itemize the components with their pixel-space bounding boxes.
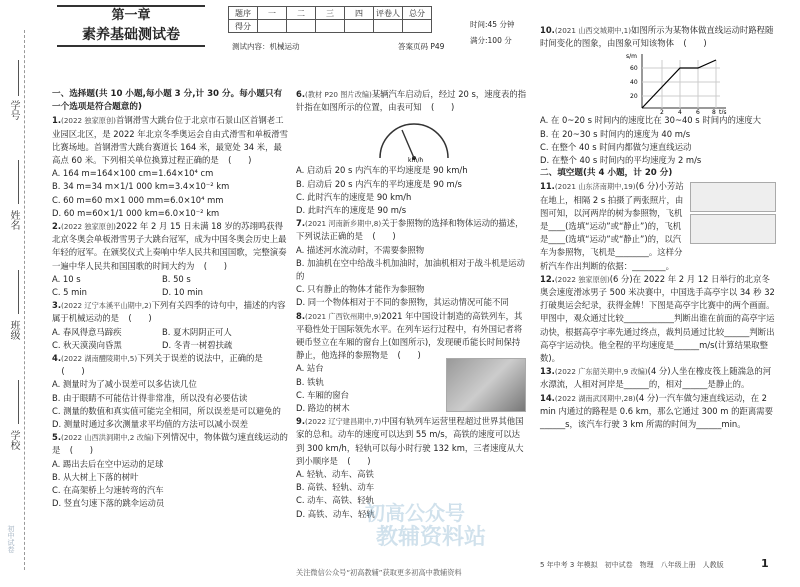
option: C. 只有静止的物体才能作为参照物	[296, 284, 425, 295]
option: A. 在 0~20 s 时间内的速度比在 30~40 s 时间内的速度大	[540, 115, 761, 126]
cut-line	[24, 30, 25, 570]
option: A. 10 s	[52, 273, 81, 284]
option: D. 此时汽车的速度是 90 m/s	[296, 205, 407, 216]
score-cell: 四	[345, 7, 374, 20]
section-heading: 二、填空题(共 4 小题，计 20 分)	[540, 168, 673, 179]
option: C. 在整个 40 s 时间内都做匀速直线运动	[540, 141, 692, 152]
side-label-class: 班级	[8, 320, 19, 340]
question-text: 关于参照物的选择和物体运动的描述，下列说法正确的是	[296, 218, 524, 242]
option: D. 同一个物体相对于不同的参照物，其运动情况可能不同	[296, 297, 509, 308]
option: B. 铁轨	[296, 376, 324, 387]
graph-ytick: 40	[630, 79, 638, 87]
option: B. 在 20~30 s 时间内的速度为 40 m/s	[540, 128, 691, 139]
score-input[interactable]	[403, 20, 432, 33]
option: B. 34 m=34 m×1/1 000 km=3.4×10⁻² km	[52, 181, 230, 192]
option: D. 路边的树木	[296, 403, 350, 414]
score-cell: 三	[316, 7, 345, 20]
score-cell: 评卷人	[374, 7, 403, 20]
option: B. 夏木阴阴正可人	[162, 326, 232, 337]
option: C. 测量的数值和真实值可能完全相同，所以误差是可以避免的	[52, 405, 281, 416]
side-label-school: 学校	[8, 430, 19, 450]
airplane-photo-2	[690, 214, 776, 244]
series-footer: 5 年中考 3 年模拟 初中试卷 物理 八年级上册 人教版	[540, 561, 724, 569]
question-source: (教材 P20 图片改编)	[305, 90, 372, 99]
question-source: (2022 独家原创)	[61, 116, 116, 126]
full-score: 满分:100 分	[470, 36, 512, 45]
side-badge: 初中试卷	[7, 525, 15, 553]
s-t-graph	[540, 50, 776, 114]
question-text: 下列有关四季的诗句中，描述的内容属于机械运动的是	[52, 300, 286, 324]
score-cell: 总分	[403, 7, 432, 20]
question-text: (6 分)小芳站在地上，相隔 2 s 拍摄了两张照片，由图可知，以河两岸的树为参照物，飞机是____(选填“运动”或“静止”)的，飞机是____(选填“运动”或“静止”)的，以汽车为参照物，飞机是________。这样分析汽车作出判断的依据：________。	[540, 181, 684, 271]
question-source: (2021 广西钦州期中,9)	[305, 311, 382, 321]
graph-ytick: 60	[630, 65, 638, 73]
option: A. 164 m=164×100 cm=1.64×10⁴ cm	[52, 168, 214, 179]
option: A. 启动后 20 s 内汽车的平均速度是 90 km/h	[296, 165, 468, 176]
watermark-1: 初高公众号	[365, 501, 465, 525]
question-source: (2022 独家原创)	[61, 222, 116, 232]
option: C. 此时汽车的速度是 90 km/h	[296, 191, 412, 202]
bottom-note: 关注微信公众号“初高教辅”获取更多初高中教辅资料	[296, 568, 462, 577]
score-cell: 一	[258, 7, 287, 20]
question-source: (2021 山西交城期中,1)	[554, 26, 632, 35]
option: C. 5 min	[52, 287, 87, 298]
airplane-photo-1	[690, 182, 776, 212]
question-text: (4 分)人坐在橡皮筏上随湍急的河水漂流，人相对河岸是______的，相对______是静止的。	[540, 366, 772, 390]
option: C. 60 m=60 m×1 000 mm=6.0×10⁴ mm	[52, 194, 224, 205]
option: B. 从大树上下落的树叶	[52, 471, 139, 482]
time-limit: 时间:45 分钟	[470, 20, 515, 29]
option: A. 测量时为了减小误差可以多估读几位	[52, 379, 197, 390]
side-label-student-id: 学号	[8, 100, 19, 120]
option: B. 由于眼睛不可能估计得非常准，所以没有必要估读	[52, 392, 248, 403]
coin-on-train-photo	[446, 358, 526, 412]
option: B. 50 s	[162, 273, 191, 284]
score-table	[228, 6, 432, 33]
score-cell: 题序	[229, 7, 258, 20]
option: D. 测量时通过多次测量求平均值的方法可以减小误差	[52, 419, 249, 430]
chapter-number: 第一章	[57, 5, 205, 25]
question-text: 2022 年 2 月 15 日未满 18 岁的苏翊鸣获得北京冬奥会单板滑雪男子大跳台冠军，成为中国冬奥会历史上最年轻的冠军。在颁奖仪式上奏响中华人民共和国国歌，完整演奏一遍中华人民共和国国歌的时间大约为	[52, 221, 287, 271]
column-3: 10.(2021 山西交城期中,1)如图所示为某物体做直线运动时路程随时间变化的图象，由图象可知该物体 ( ) s/m t/s 60 40 20 2 4 6 8 A. 在 0~20 s 时间内的速度比在 30~40 s 时间内的速度大 B. 在 20~30 s 时间内的速度为 40 m/s C. 在整个 40 s 时间内都做匀速直线运动 D. 在整个 40 s 时间内的平均速度为 2 m/s 二、填空题(共 4 小题，计 20 分) 11.(2021 山东济南期中,19)(6 分)小芳站在地上，相隔 2 s 拍摄了两张照片，由图可知，以河两岸的树为参照物，飞机是____(选填“运动”或“静止”)的，飞机是____(选填“运动”或“静止”)的，以汽车为参照物，飞机是________。这样分析汽车作出判断的依据：________。 12.(2022 独家原创)(6 分)在 2022 年 2 月 12 日举行的北京冬奥会速度滑冰男子 500 米决赛中，中国选手高亭宇以 34 秒 32 打破奥运会纪录，获得金牌！下图是高亭宇比赛中的两个画面。甲图中，观众通过比较____________判断出谁在前面的高亭宇运动快，根据高亭宇率先通过终点，裁判员通过比较______判断出高亭宇运动快。他全程的平均速度是______m/s(计算结果取整数)。 13.(2022 广东韶关期中,9 改编)(4 分)人坐在橡皮筏上随湍急的河水漂流，人相对河岸是______的，相对______是静止的。 14.(2022 湖南武冈期中,28)(4 分)一汽车做匀速直线运动，在 2 min 内通过的路程是 0.6 km，那么它通过 300 m 的距离需要______s，该汽车行驶 3 km 所需的时间为______min。	[540, 25, 775, 430]
option: D. 竖直匀速下落的跳伞运动员	[52, 498, 165, 509]
option: A. 轻轨、动车、高铁	[296, 469, 374, 480]
side-blank-line	[18, 160, 19, 204]
option: C. 秋天漠漠向昏黑	[52, 339, 122, 350]
s-t-graph-svg	[622, 50, 732, 114]
side-blank-line	[18, 60, 19, 96]
option: B. 加油机在空中给战斗机加油时，加油机相对于战斗机是运动的	[296, 257, 525, 282]
watermark-2: 教辅资料站	[376, 525, 487, 550]
option: D. 在整个 40 s 时间内的平均速度为 2 m/s	[540, 155, 702, 166]
side-blank-line	[18, 380, 19, 424]
side-label-name: 姓名	[8, 210, 19, 230]
question-text: 中国有轨列车运营里程超过世界其他国家的总和。动车的速度可以达到 55 m/s，高铁的速度可以达到 300 km/h，轻轨可以每小时行驶 132 km，三者速度从大到小顺序是	[296, 416, 524, 466]
graph-ylabel: s/m	[626, 53, 637, 61]
option: D. 10 min	[162, 287, 203, 298]
option: B. 启动后 20 s 内汽车的平均速度是 90 m/s	[296, 178, 462, 189]
question-text: (6 分)在 2022 年 2 月 12 日举行的北京冬奥会速度滑冰男子 500 米决赛中，中国选手高亭宇以 34 秒 32 打破奥运会纪录，获得金牌！下图是高亭宇比赛中的两个画面。甲图中，观众通过比较____________判断出谁在前面的高亭宇运动快，根据高亭宇率先通过终点，裁判员通过比较______判断出高亭宇运动快。他全程的平均速度是______m/s(计算结果取整数)。	[540, 273, 775, 364]
test-content: 测试内容：机械运动	[232, 42, 300, 51]
score-input[interactable]	[287, 20, 316, 33]
option: D. 高铁、动车、轻轨	[296, 508, 375, 519]
option: D. 冬青一树碧扶疏	[162, 339, 233, 350]
score-input[interactable]	[316, 20, 345, 33]
option: B. 高铁、轻轨、动车	[296, 482, 375, 493]
graph-xlabel: t/s	[719, 109, 727, 115]
page-number: 1	[761, 557, 769, 570]
question-text: 首钢滑雪大跳台位于北京市石景山区首钢老工业园区北区，是 2022 年北京冬季奥运会自由式滑雪和单板滑雪比赛场地。首钢滑雪大跳台赛道长 164 米，最宽处 34 米，最高点 60 米。下列相关单位换算过程正确的是	[52, 115, 289, 166]
answer-page: 答案页码 P49	[398, 42, 445, 51]
question-source: (2022 湖南醴陵期中,5)	[61, 354, 138, 364]
graph-xtick: 4	[678, 109, 682, 115]
question-source: (2022 独家原创)	[554, 274, 610, 284]
gauge-unit: km/h	[408, 157, 424, 165]
speedometer-icon	[374, 114, 454, 164]
column-2: 6.(教材 P20 图片改编)某辆汽车启动后，经过 20 s，速度表的指针指在如图所示的位置，由表可知 ( ) km/h A. 启动后 20 s 内汽车的平均速度是 90 km/h B. 启动后 20 s 内汽车的平均速度是 90 m/s C. 此时汽车的速度是 90 km/h D. 此时汽车的速度是 90 m/s 7.(2021 河南新乡期中,8)关于参照物的选择和物体运动的描述，下列说法正确的是 ( ) A. 描述河水流动时，不需要参照物 B. 加油机在空中给战斗机加油时，加油机相对于战斗机是运动的 C. 只有静止的物体才能作为参照物 D. 同一个物体相对于不同的参照物，其运动情况可能不同 8.(2021 广西钦州期中,9)2021 年中国设计制造的高铁列车，其平稳性处于国际领先水平。在列车运行过程中，有外国记者将硬币竖立在车厢的窗台上(如图所示)，发现硬币能长时间保持静止，他选择的参照物是 ( ) A. 站台 B. 铁轨 C. 车厢的窗台 D. 路边的树木 9.(2022 辽宁建昌期中,7)中国有轨列车运营里程超过世界其他国家的总和。动车的速度可以达到 55 m/s，高铁的速度可以达到 300 km/h，轻轨可以每小时行驶 132 km，三者速度从大到小顺序是 ( ) A. 轻轨、动车、高铁 B. 高铁、轻轨、动车 C. 动车、高铁、轻轨 D. 高铁、动车、轻轨	[296, 88, 528, 521]
question-text: 下列关于误差的说法中，正确的是	[137, 353, 263, 364]
question-text: (4 分)一汽车做匀速直线运动，在 2 min 内通过的路程是 0.6 km，那么它通过 300 m 的距离需要______s，该汽车行驶 3 km 所需的时间为______min。	[540, 392, 773, 430]
option: A. 春风得意马蹄疾	[52, 326, 122, 337]
score-cell: 二	[287, 7, 316, 20]
test-title: 素养基础测试卷	[57, 25, 205, 47]
option: C. 在高架桥上匀速转弯的汽车	[52, 485, 164, 496]
option: C. 动车、高铁、轻轨	[296, 495, 375, 506]
question-source: (2022 辽宁建昌期中,7)	[305, 417, 382, 427]
question-text: 如图所示为某物体做直线运动时路程随时间变化的图象，由图象可知该物体	[540, 25, 774, 49]
speedometer-figure	[296, 114, 528, 164]
score-input[interactable]	[345, 20, 374, 33]
binding-strip	[0, 0, 34, 587]
option: A. 描述河水流动时，不需要参照物	[296, 244, 425, 255]
option: A. 踢出去后在空中运动的足球	[52, 458, 164, 469]
question-source: (2022 辽宁本溪平山期中,2)	[61, 301, 152, 311]
graph-xtick: 2	[660, 109, 664, 115]
question-source: (2022 山西洪洞期中,2 改编)	[61, 433, 154, 443]
option: D. 60 m=60×1/1 000 km=6.0×10⁻² km	[52, 207, 220, 218]
section-heading: 一、选择题(共 10 小题,每小题 3 分,计 30 分。每小题只有一个选项是符合题意的)	[52, 89, 283, 113]
score-input[interactable]	[258, 20, 287, 33]
question-text: 下列情况中，物体做匀速直线运动的是	[52, 432, 288, 456]
question-text: 2021 年中国设计制造的高铁列车，其平稳性处于国际领先水平。在列车运行过程中，有外国记者将硬币竖立在车厢的窗台上(如图所示)，发现硬币能长时间保持静止，他选择的参照物是	[296, 310, 523, 361]
option: C. 车厢的窗台	[296, 389, 350, 400]
question-source: (2022 广东韶关期中,9 改编)	[554, 367, 648, 377]
question-text: 某辆汽车启动后，经过 20 s，速度表的指针指在如图所示的位置，由表可知	[296, 89, 527, 113]
chapter-header	[57, 5, 205, 49]
question-source: (2021 山东济南期中,19)	[554, 182, 636, 192]
score-input[interactable]	[374, 20, 403, 33]
question-source: (2021 河南新乡期中,8)	[305, 219, 382, 229]
graph-ytick: 20	[630, 93, 638, 101]
score-cell: 得分	[229, 20, 258, 33]
column-1: 一、选择题(共 10 小题,每小题 3 分,计 30 分。每小题只有一个选项是符合题意的) 1.(2022 独家原创)首钢滑雪大跳台位于北京市石景山区首钢老工业园区北区，是 2022 年北京冬季奥运会自由式滑雪和单板滑雪比赛场地。首钢滑雪大跳台赛道长 164 米，最宽处 34 米，最高点 60 米。下列相关单位换算过程正确的是 ( ) A. 164 m=164×100 cm=1.64×10⁴ cm B. 34 m=34 m×1/1 000 km=3.4×10⁻² km C. 60 m=60 m×1 000 mm=6.0×10⁴ mm D. 60 m=60×1/1 000 km=6.0×10⁻² km 2.(2022 独家原创)2022 年 2 月 15 日未满 18 岁的苏翊鸣获得北京冬奥会单板滑雪男子大跳台冠军，成为中国冬奥会历史上最年轻的冠军。在颁奖仪式上奏响中华人民共和国国歌，完整演奏一遍中华人民共和国国歌的时间大约为 ( ) A. 10 s B. 50 s C. 5 min D. 10 min 3.(2022 辽宁本溪平山期中,2)下列有关四季的诗句中，描述的内容属于机械运动的是 ( ) A. 春风得意马蹄疾 B. 夏木阴阴正可人 C. 秋天漠漠向昏黑 D. 冬青一树碧扶疏 4.(2022 湖南醴陵期中,5)下列关于误差的说法中，正确的是( ) A. 测量时为了减小误差可以多估读几位 B. 由于眼睛不可能估计得非常准，所以没有必要估读 C. 测量的数值和真实值可能完全相同，所以误差是可以避免的 D. 测量时通过多次测量求平均值的方法可以减小误差 5.(2022 山西洪洞期中,2 改编)下列情况中，物体做匀速直线运动的是 ( ) A. 踢出去后在空中运动的足球 B. 从大树上下落的树叶 C. 在高架桥上匀速转弯的汽车 D. 竖直匀速下落的跳伞运动员	[52, 88, 288, 511]
graph-xtick: 6	[696, 109, 700, 115]
side-blank-line	[18, 270, 19, 314]
option: A. 站台	[296, 363, 324, 374]
graph-xtick: 8	[712, 109, 716, 115]
question-source: (2022 湖南武冈期中,28)	[554, 393, 636, 403]
